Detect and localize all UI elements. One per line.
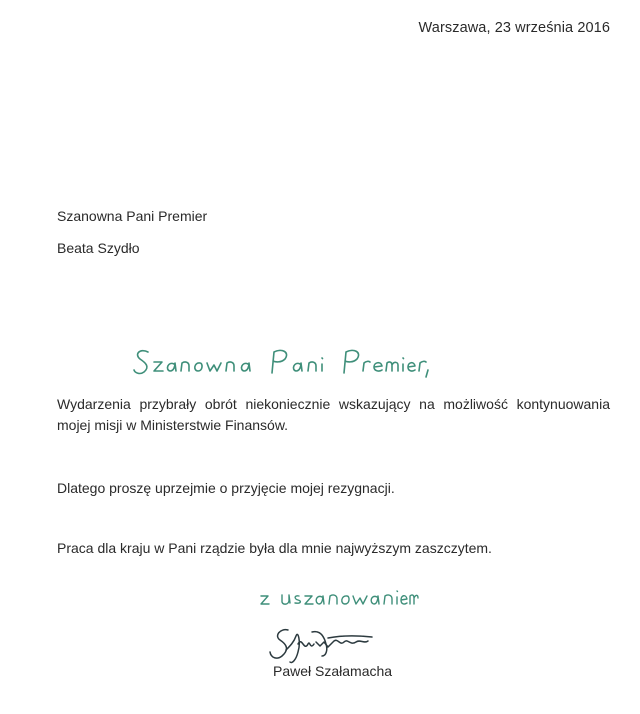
recipient-name: Beata Szydło [57, 240, 140, 256]
paragraph-3: Praca dla kraju w Pani rządzie była dla mnie najwyższym zaszczytem. [57, 540, 492, 556]
paragraph-2: Dlatego proszę uprzejmie o przyjęcie mojej rezygnacji. [57, 480, 395, 496]
paragraph-1: Wydarzenia przybrały obrót niekoniecznie wskazujący na możliwość kontynuowania mojej misji w Ministerstwie Finansów. [57, 396, 610, 433]
recipient-title: Szanowna Pani Premier [57, 208, 208, 224]
handwritten-salutation [130, 340, 430, 388]
signer-name: Paweł Szałamacha [273, 663, 393, 679]
handwritten-closing [258, 583, 418, 613]
date-line: Warszawa, 23 września 2016 [418, 20, 610, 36]
